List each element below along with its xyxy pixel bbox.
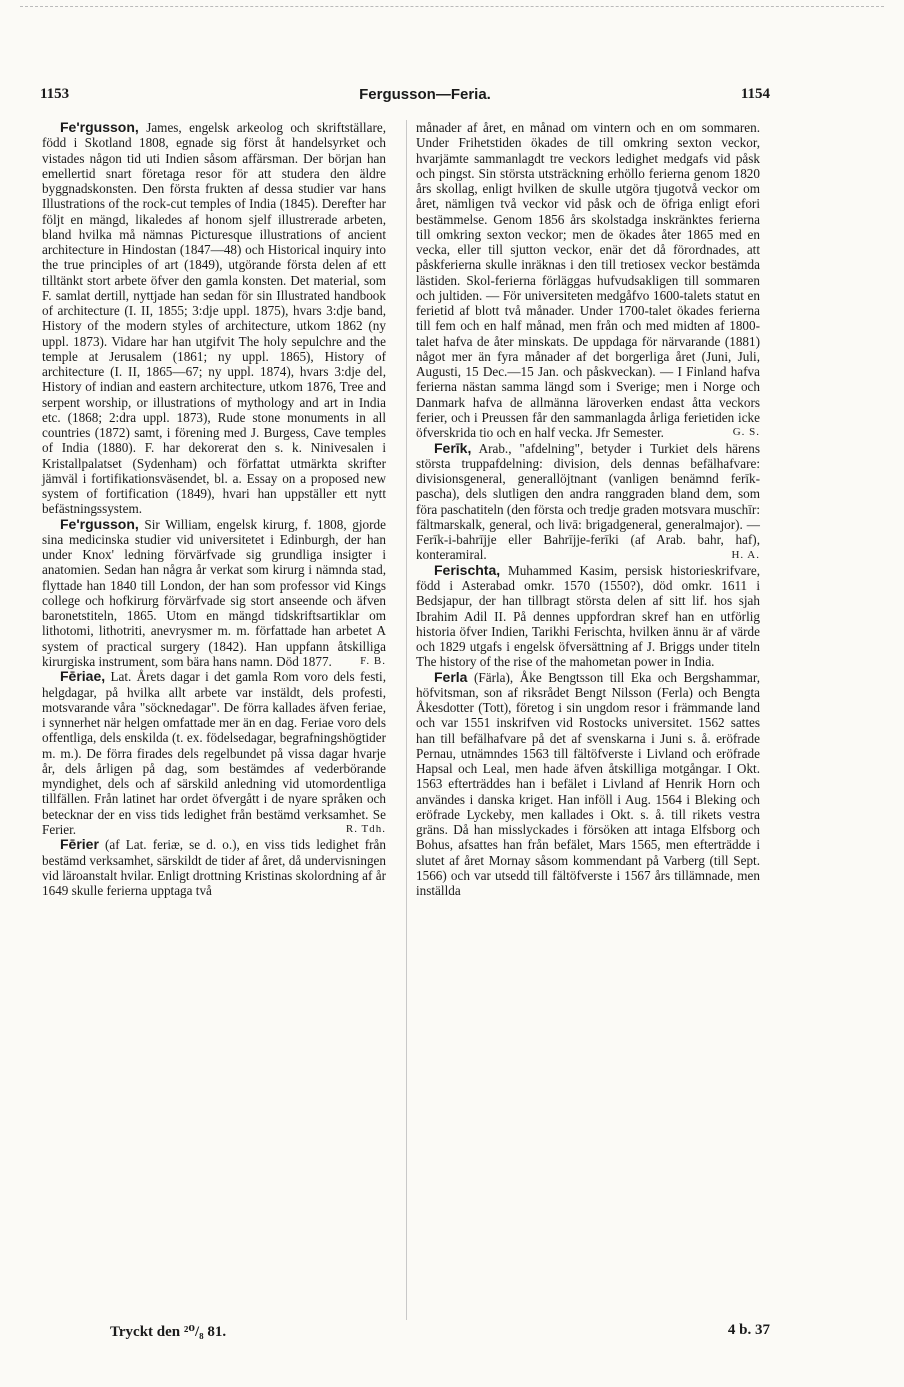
- entry-ferier-continued: [416, 120, 760, 441]
- entry-text: Arab., "afdelning", betyder i Turkiet dels härens största truppafdelning: division, dels dennas befälhafvare: divisionsgeneral, generallöjtnant (vanligen benämnd ferīk-pascha), dels slutligen den andra ranggraden bland dem, som föra paschatiteln (den första och tredje graden motsvara muschīr: fältmarskalk, general, och livā: brigadgeneral, generalmajor). — Ferīk-i-bahrījje eller Bahrījje-ferīki (af Arab. bahr, haf), konteramiral.: [416, 440, 760, 563]
- entry-headword: Ferischta,: [434, 561, 501, 578]
- entry-headword: Fēriae,: [60, 668, 106, 685]
- entry-ferla: [416, 670, 760, 899]
- entry-headword: Fe'rgusson,: [60, 515, 139, 532]
- top-rule: [20, 6, 884, 7]
- print-date: Tryckt den ²⁰/₈ 81.: [110, 1324, 227, 1340]
- page-number-left: 1153: [40, 86, 70, 102]
- page-footer: [40, 1322, 770, 1344]
- page-number-right: 1154: [740, 86, 770, 102]
- entry-ferier: [42, 837, 386, 898]
- entry-headword: Fērier: [60, 836, 99, 853]
- column-divider: [406, 120, 407, 1320]
- entry-text: James, engelsk arkeolog och skriftställare, född i Skotland 1808, egnade sig först åt handelsyrket och vistades någon tid uti Indien såsom affärsman. Der början han emellertid snart företaga resor för att studera den äldre byggnadskonsten. Den första frukten af dessa studier var hans Illustrations of the rock-cut temples of India (1845). Derefter har följt en mängd, likaledes af honom sjelf illustrerade arbeten, bland hvilka må nämnas Picturesque illustrations of ancient architecture in Hindostan (1847—48) och Historical inquiry into the true principles of art (1849), utgörande första delen af ett tilltänkt stort arbete öfver den gamla konsten. Det material, som F. samlat dertill, nyttjade han sedan för sin Illustrated handbook of architecture (I. II, 1855; 3:dje uppl. 1875), hvars 3:dje band, History of the modern styles of architecture, utkom 1862 (ny uppl. 1873). Vidare har han utgifvit The holy sepulchre and the temple at Jerusalem (1861; ny uppl. 1865), History of architecture (I. II, 1865—67; ny uppl. 1874), hvars 3:dje del, History of indian and eastern architecture, utkom 1876, Tree and serpent worship, or illustrations of mythology and art in India etc. (1868; 2:dra uppl. 1873), Rude stone monuments in all countries (1872) samt, i förening med J. Burgess, Cave temples of India (1880). F. har dekorerat den s. k. Ninivesalen i Kristallpalatset (Sydenham) och författat utmärkta skrifter jämväl i fortifikationsväsendet, bl. a. Essay on a proposed new system of fortification (1849), hvari han uppställer ett nytt befästningssystem.: [42, 120, 386, 517]
- right-column: [416, 120, 760, 898]
- entry-text: (af Lat. feriæ, se d. o.), en viss tids ledighet från bestämd verksamhet, särskildt de tider af året, då undervisningen vid läroanstalt hvilar. Enligt drottning Kristinas skolordning af år 1649 skulle ferierna upptaga två: [42, 837, 386, 898]
- entry-text: månader af året, en månad om vintern och en om sommaren. Under Frihetstiden ökades de till omkring sexton veckor, hvarjämte sammanlagdt tre veckors ledighet medgafs vid påsk och pingst. Sin största utsträckning erhöllo ferierna genom 1820 års skollag, enligt hvilken de skulle utgöra tjugotvå veckor om året, nämligen två veckor vid påsk och de öfriga enligt efori bestämmelse. Genom 1856 års skolstadga inskränktes ferierna till omkring sexton veckor; men de ökades åter 1865 med en vecka, eller till sjutton veckor, enär det då förordnades, att påskferierna skulle inräknas i den till tretiosex veckor bestämda lästiden. Skol-ferierna förläggas hufvudsakligen till sommaren och jultiden. — För universiteten medgåfvo 1600-talets statut en ferietid af blott två månader. Under 1700-talet ökades ferierna till fem och en half månad, men från och med midten af 1800-talet hafva de åter minskats. De uppdaga för närvarande (1881) något mer än fyra månader af det borgerliga året (Juni, Juli, Augusti, 15 Dec.—15 Jan. och påskveckan). — I Finland hafva ferierna nästan samma längd som i Sverige; men i Norge och Danmark hafva de allmänna läroverken endast åtta veckors ferier, och i Preussen får den sammanlagda årliga ferietiden icke öfverskrida tio och en half vecka. Jfr Semester.: [416, 120, 760, 440]
- entry-ferik: [416, 441, 760, 563]
- entry-signature: R. Tdh.: [345, 823, 386, 835]
- sheet-signature: 4 b. 37: [727, 1322, 770, 1338]
- entry-signature: F. B.: [360, 655, 386, 667]
- entry-fergusson-william: [42, 517, 386, 670]
- entry-signature: G. S.: [732, 426, 760, 439]
- entry-fergusson-james: [42, 120, 386, 517]
- entry-text: Lat. Årets dagar i det gamla Rom voro dels festi, helgdagar, på hvilka allt arbete var instäldt, dels profesti, motsvarande våra "söcknedagar". De förra kallades äfven feriae, i synnerhet när helgen omfattade mer än en dag. Feriae voro dels offentliga, dels enskilda (t. ex. födelsedagar, begrafningshögtider m. m.). De förra firades dels regelbundet på vissa dagar hvarje år, dels årligen på dag, som bestämdes af vederbörande myndighet, dels och af särskild anledning vid utomordentliga tillfällen. Från latinet har ordet öfvergått i de nyare språken och betecknar der en viss tids ledighet från bestämd verksamhet. Se Ferier.: [42, 669, 386, 837]
- entry-feriae: [42, 669, 386, 837]
- entry-signature: H. A.: [731, 548, 760, 561]
- entry-headword: Fe'rgusson,: [60, 119, 139, 135]
- page-title: Fergusson—Feria.: [359, 86, 491, 103]
- entry-headword: Ferīk,: [434, 439, 472, 456]
- left-column: [42, 120, 386, 898]
- entry-headword: Ferla: [434, 668, 468, 685]
- entry-ferischta: [416, 563, 760, 670]
- entry-text: Sir William, engelsk kirurg, f. 1808, gjorde sina medicinska studier vid universitetet i Edinburgh, der han under Knox' ledning förvärfvade sig grundliga insigter i anatomien. Sedan han några år verkat som kirurg i nämnda stad, flyttade han 1840 till London, der han som professor vid Kings college och hofkirurg förvärfvade sig stort anseende och äfven baronetstiteln, 1865. Utom en mängd tidskriftsartiklar om lithotomi, lithotriti, anevrysmer m. m. författade han arbetet A system of practical surgery (1842). Han uppfann åtskilliga kirurgiska instrument, som bära hans namn. Död 1877.: [42, 516, 386, 669]
- entry-text: (Färla), Åke Bengtsson till Eka och Bergshammar, höfvitsman, son af riksrådet Bengt Nilsson (Ferla) och Bengta Åkesdotter (Tott), företog i sin ungdom resor i främmande land och var 1551 inskrifven vid Rostocks universitet. 1562 sattes han till befälhafvare på det af svenskarna i Juni s. å. eröfrade Pernau, utnämndes 1563 till fältöfverste i Livland och eröfrade Hapsal och Leal, men hade äfven åtskilliga motgångar. I Okt. 1563 efterträddes han i befälet i Livland af Henrik Horn och användes i danska kriget. Han inföll i Aug. 1564 i Bleking och eröfrade Lyckeby, men kallades i Okt. s. å. till rikets vestra gräns. Då han misslyckades i försöken att intaga Elfsborg och Bohus, afsattes han från befälet, Mars 1565, men efterträdde i slutet af året Mornay såsom kommendant på Varberg (till Sept. 1566) och var utsedd till fältöfverste i 1567 års tillämnade, men inställda: [416, 669, 760, 898]
- running-head: [40, 86, 770, 110]
- entry-text: Muhammed Kasim, persisk historieskrifvare, född i Asterabad omkr. 1570 (1550?), död omkr. 1611 i Bedsjapur, der han tillbragt största delen af sitt lif. hos sjah Ibrahim Adil II. På dennes uppfordran skref han en utförlig historia öfver Indien, Tarikhi Ferischta, hvilken ännu är af värde och 1829 utgafs i engelsk öfversättning af J. Briggs under titeln The history of the rise of the mahometan power in India.: [416, 562, 760, 670]
